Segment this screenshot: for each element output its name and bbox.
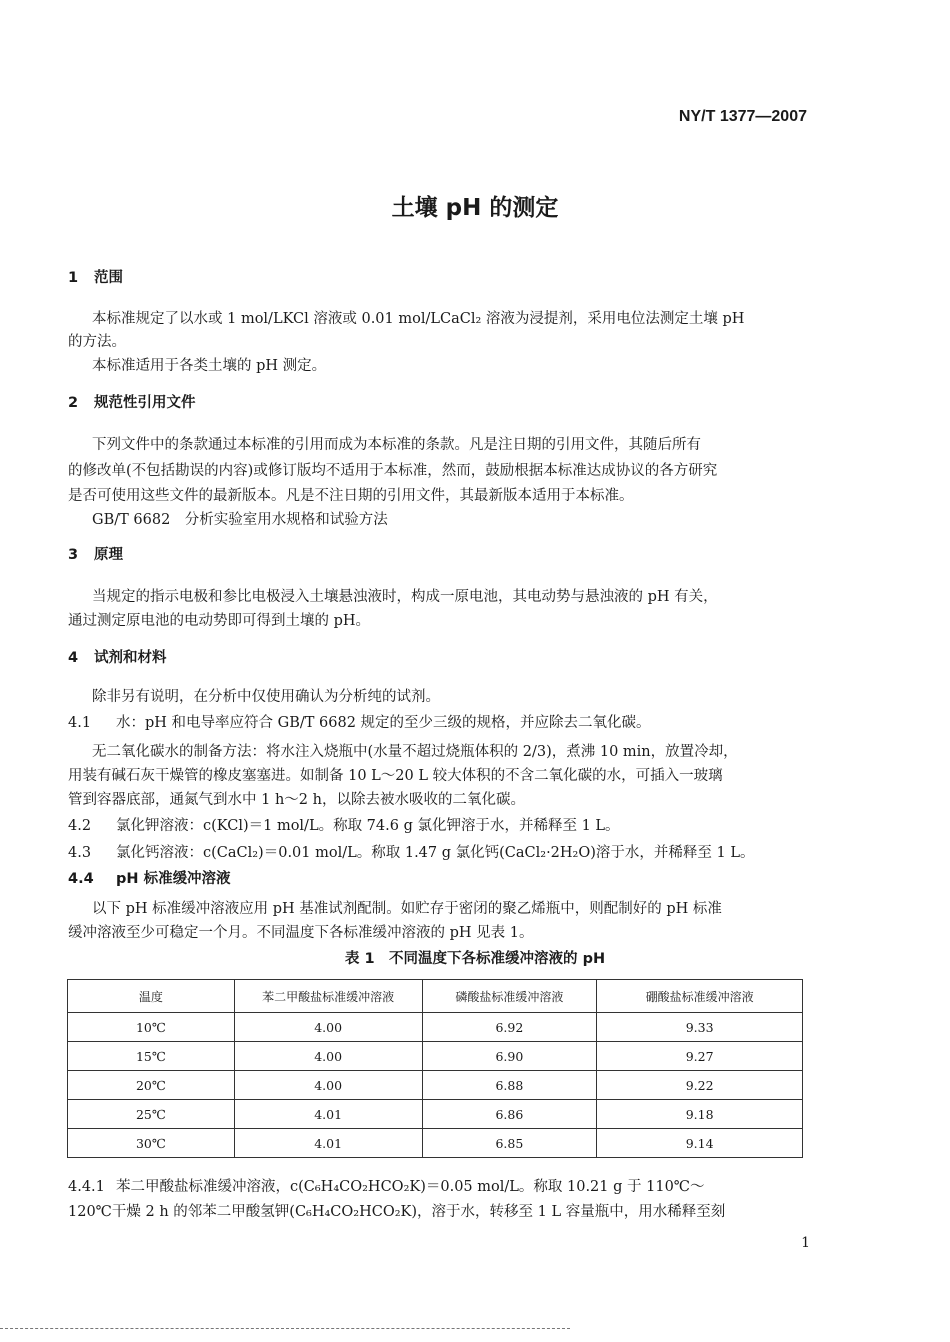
clause-text: 氯化钾溶液：c(KCl)＝1 mol/L。称取 74.6 g 氯化钾溶于水，并稀释至 1 L。 [116,818,620,834]
standard-code: NY/T 1377—2007 [678,108,807,125]
header-phthalate: 苯二甲酸盐标准缓冲溶液 [234,980,422,1013]
clause-number: 4.4 [68,871,94,887]
paragraph-line: 的修改单(不包括勘误的内容)或修订版均不适用于本标准，然而，鼓励根据本标准达成协议的各方研究 [68,463,718,479]
section-number: 2 [68,395,79,411]
table-cell: 25℃ [68,1100,235,1129]
table-cell: 9.14 [597,1129,803,1158]
clause-text: 苯二甲酸盐标准缓冲溶液，c(C₆H₄CO₂HCO₂K)＝0.05 mol/L。称取 10.21 g 于 110℃～ [116,1179,705,1195]
table-header-row [68,980,803,1013]
clause-4-2 [68,814,620,835]
table-cell: 6.88 [422,1071,597,1100]
clause-4-4 [68,867,231,888]
table-caption: 表 1 不同温度下各标准缓冲溶液的 pH [344,951,606,967]
footer-rule [0,1328,570,1329]
table-row [68,1042,803,1071]
table-row [68,1013,803,1042]
header-borate: 硼酸盐标准缓冲溶液 [597,980,803,1013]
header-phosphate: 磷酸盐标准缓冲溶液 [422,980,597,1013]
section-number: 4 [68,650,79,666]
paragraph-line: 用装有碱石灰干燥管的橡皮塞塞进。如制备 10 L～20 L 较大体积的不含二氧化碳的水，可插入一玻璃 [68,768,723,784]
table-cell: 9.22 [597,1071,803,1100]
table-cell: 4.00 [234,1013,422,1042]
table-cell: 9.33 [597,1013,803,1042]
page-number: 1 [801,1235,810,1251]
clause-title: pH 标准缓冲溶液 [116,871,231,887]
section-1-heading [68,266,123,287]
paragraph-line: 的方法。 [68,334,126,350]
paragraph-line: 通过测定原电池的电动势即可得到土壤的 pH。 [68,613,371,629]
section-title: 试剂和材料 [94,650,167,666]
section-number: 3 [68,547,79,563]
section-4-heading [68,646,167,667]
section-number: 1 [68,270,79,286]
normative-reference: GB/T 6682 分析实验室用水规格和试验方法 [92,512,388,528]
clause-4-1 [68,711,651,732]
table-cell: 4.00 [234,1042,422,1071]
table-cell: 15℃ [68,1042,235,1071]
section-title: 规范性引用文件 [94,395,196,411]
section-title: 范围 [94,270,123,286]
section-title: 原理 [94,547,123,563]
paragraph-line: 无二氧化碳水的制备方法：将水注入烧瓶中(水量不超过烧瓶体积的 2/3)，煮沸 10 min，放置冷却， [92,744,738,760]
clause-4-3 [68,841,755,862]
clause-text: 水：pH 和电导率应符合 GB/T 6682 规定的至少三级的规格，并应除去二氧化碳。 [116,715,651,731]
clause-number: 4.2 [68,818,92,834]
section-3-heading [68,543,123,564]
clause-text: 氯化钙溶液：c(CaCl₂)＝0.01 mol/L。称取 1.47 g 氯化钙(CaCl₂·2H₂O)溶于水，并稀释至 1 L。 [116,845,755,861]
table-cell: 4.00 [234,1071,422,1100]
table-cell: 20℃ [68,1071,235,1100]
table-cell: 30℃ [68,1129,235,1158]
paragraph-line: 当规定的指示电极和参比电极浸入土壤悬浊液时，构成一原电池，其电动势与悬浊液的 pH 有关， [92,589,718,605]
table-cell: 9.18 [597,1100,803,1129]
paragraph-line: 缓冲溶液至少可稳定一个月。不同温度下各标准缓冲溶液的 pH 见表 1。 [68,925,534,941]
paragraph-line: 下列文件中的条款通过本标准的引用而成为本标准的条款。凡是注日期的引用文件，其随后所有 [92,437,701,453]
table-cell: 4.01 [234,1100,422,1129]
clause-number: 4.3 [68,845,92,861]
table-row [68,1129,803,1158]
paragraph-line: 本标准适用于各类土壤的 pH 测定。 [92,358,327,374]
paragraph-line: 120℃干燥 2 h 的邻苯二甲酸氢钾(C₆H₄CO₂HCO₂K)，溶于水，转移至 1 L 容量瓶中，用水稀释至刻 [68,1204,726,1220]
paragraph-line: 本标准规定了以水或 1 mol/LKCl 溶液或 0.01 mol/LCaCl₂ 溶液为浸提剂，采用电位法测定土壤 pH [92,311,745,327]
section-2-heading [68,391,196,412]
page-title: 土壤 pH 的测定 [391,195,559,221]
header-temperature: 温度 [68,980,235,1013]
clause-number: 4.4.1 [68,1179,105,1195]
table-cell: 4.01 [234,1129,422,1158]
paragraph-line: 管到容器底部，通氮气到水中 1 h～2 h，以除去被水吸收的二氧化碳。 [68,792,525,808]
table-cell: 6.86 [422,1100,597,1129]
table-cell: 9.27 [597,1042,803,1071]
clause-number: 4.1 [68,715,92,731]
paragraph-line: 是否可使用这些文件的最新版本。凡是不注日期的引用文件，其最新版本适用于本标准。 [68,488,634,504]
clause-4-4-1 [68,1175,705,1196]
paragraph-line: 除非另有说明，在分析中仅使用确认为分析纯的试剂。 [92,689,440,705]
table-row [68,1100,803,1129]
table-cell: 6.85 [422,1129,597,1158]
table-row [68,1071,803,1100]
buffer-ph-table [67,979,803,1158]
table-cell: 6.92 [422,1013,597,1042]
table-cell: 6.90 [422,1042,597,1071]
paragraph-line: 以下 pH 标准缓冲溶液应用 pH 基准试剂配制。如贮存于密闭的聚乙烯瓶中，则配制好的 pH 标准 [92,901,722,917]
table-cell: 10℃ [68,1013,235,1042]
